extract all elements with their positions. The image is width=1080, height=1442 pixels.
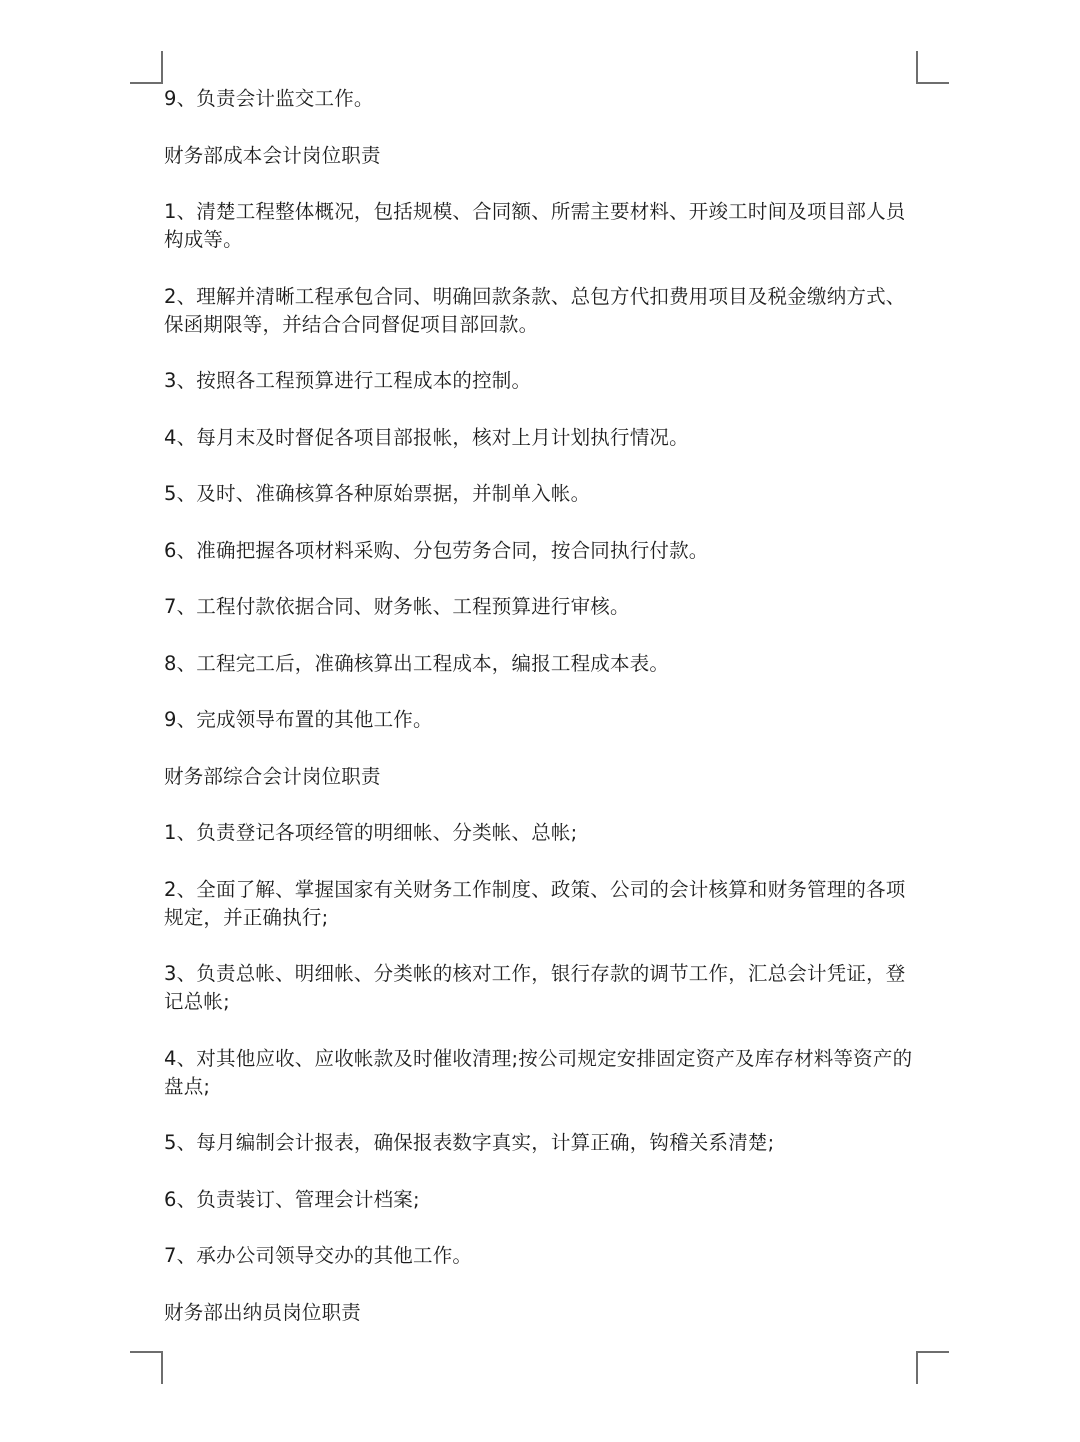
list-item: 5、及时、准确核算各种原始票据，并制单入帐。 <box>164 482 591 505</box>
list-item: 2、理解并清晰工程承包合同、明确回款条款、总包方代扣费用项目及税金缴纳方式、保函期限等，并结合合同督促项目部回款。 <box>164 284 906 336</box>
list-item: 3、按照各工程预算进行工程成本的控制。 <box>164 369 532 392</box>
list-item: 2、全面了解、掌握国家有关财务工作制度、政策、公司的会计核算和财务管理的各项规定，并正确执行; <box>164 877 906 929</box>
list-item: 7、工程付款依据合同、财务帐、工程预算进行审核。 <box>164 595 630 618</box>
crop-mark-top-right-icon <box>916 51 949 84</box>
list-item: 9、完成领导布置的其他工作。 <box>164 708 433 731</box>
crop-mark-top-left-icon <box>130 51 163 84</box>
list-item: 4、每月末及时督促各项目部报帐，核对上月计划执行情况。 <box>164 425 689 449</box>
list-item: 1、清楚工程整体概况，包括规模、合同额、所需主要材料、开竣工时间及项目部人员构成等。 <box>164 200 906 251</box>
list-item: 5、每月编制会计报表，确保报表数字真实，计算正确，钩稽关系清楚; <box>164 1131 775 1154</box>
crop-mark-bottom-left-icon <box>130 1351 163 1384</box>
section-heading-cost-accountant: 财务部成本会计岗位职责 <box>164 143 381 167</box>
list-item: 3、负责总帐、明细帐、分类帐的核对工作，银行存款的调节工作，汇总会计凭证，登记总帐; <box>164 962 906 1013</box>
list-item: 9、负责会计监交工作。 <box>164 87 374 110</box>
list-item: 4、对其他应收、应收帐款及时催收清理;按公司规定安排固定资产及库存材料等资产的盘点; <box>164 1046 913 1098</box>
section-heading-general-accountant: 财务部综合会计岗位职责 <box>164 764 381 788</box>
list-item: 7、承办公司领导交办的其他工作。 <box>164 1244 473 1267</box>
crop-mark-bottom-right-icon <box>916 1351 949 1384</box>
document-body <box>164 85 920 1355</box>
list-item: 1、负责登记各项经管的明细帐、分类帐、总帐; <box>164 821 578 844</box>
list-item: 6、准确把握各项材料采购、分包劳务合同，按合同执行付款。 <box>164 538 709 562</box>
list-item: 8、工程完工后，准确核算出工程成本，编报工程成本表。 <box>164 651 670 675</box>
section-heading-cashier: 财务部出纳员岗位职责 <box>164 1300 362 1324</box>
list-item: 6、负责装订、管理会计档案; <box>164 1187 420 1211</box>
